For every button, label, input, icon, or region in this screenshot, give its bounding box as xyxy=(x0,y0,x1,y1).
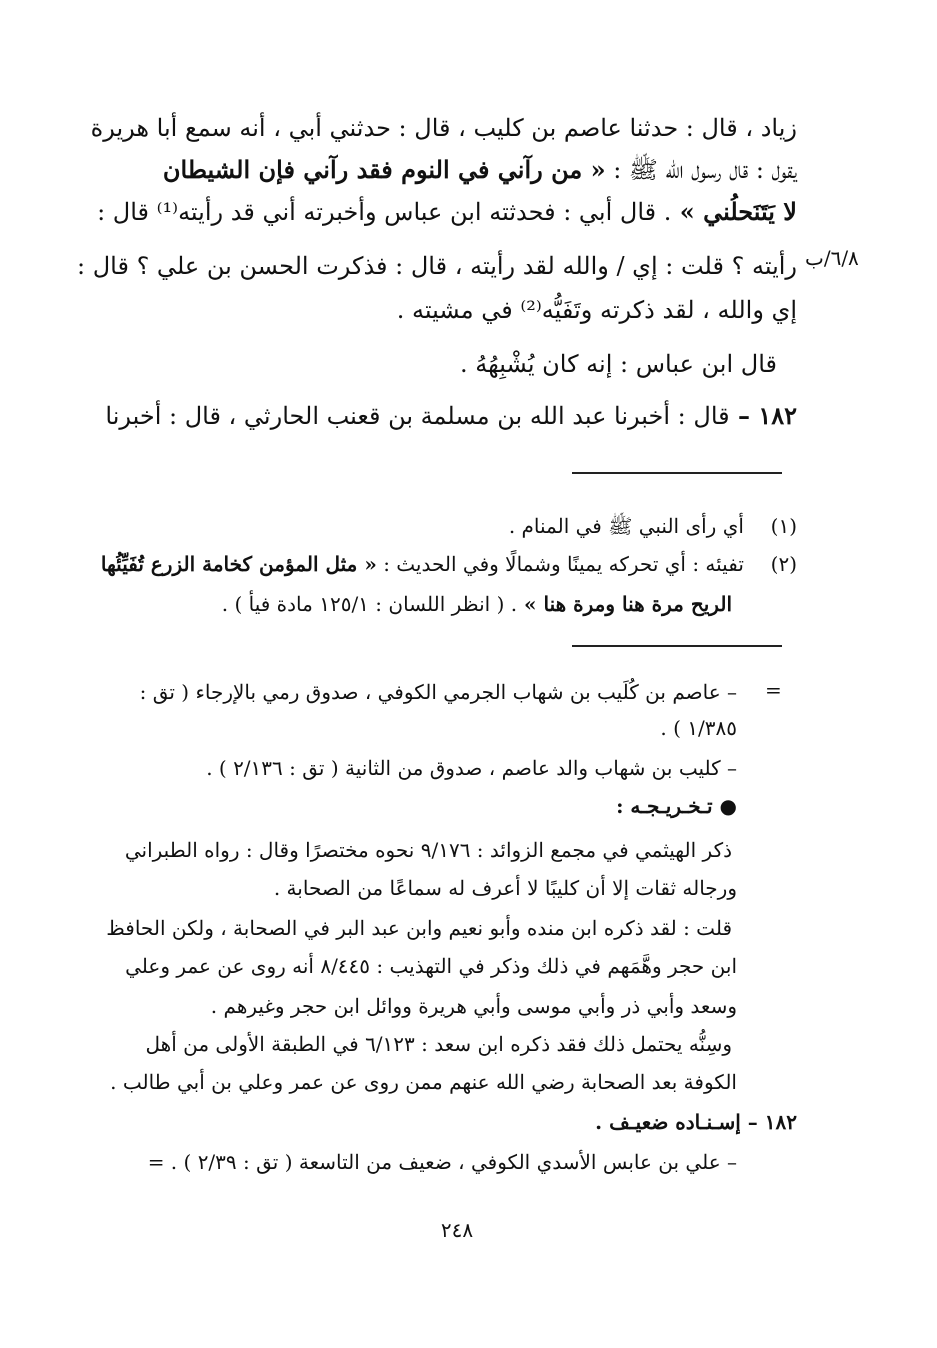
page-number: ٢٤٨ xyxy=(440,1218,474,1242)
main-line-7-plain: قال : أخبرنا عبد الله بن مسلمة بن قعنب الحارثي ، قال : أخبرنا xyxy=(105,402,730,430)
main-line-3 xyxy=(97,192,797,232)
main-line-2 xyxy=(117,150,797,190)
margin-folio-note: ٦/٨/ب xyxy=(805,246,859,270)
commentary-line-7: قلت : لقد ذكره ابن منده وأبو نعيم وابن عبد البر في الصحابة ، ولكن الحافظ xyxy=(106,916,732,940)
hadith-number: ١٨٢ – xyxy=(729,401,797,430)
commentary-line-11: الكوفة بعد الصحابة رضي الله عنهم ممن روى عن عمر وعلي بن أبي طالب . xyxy=(110,1070,737,1094)
commentary-line-13: – علي بن عابس الأسدي الكوفي ، ضعيف من التاسعة ( تق : ٢/٣٩ ) . = xyxy=(147,1150,737,1174)
takhrij-heading: ● تـخـريـجـه : xyxy=(616,794,737,818)
footnote-2-text-a: تفيئه : أي تحركه يمينًا وشمالًا وفي الحديث : xyxy=(376,552,744,576)
footnote-2-hadith-end: الريح مرة هنا ومرة هنا » xyxy=(517,592,732,616)
commentary-line-2: ١/٣٨٥ ) . xyxy=(660,716,737,740)
commentary-line-10: وسِنُّه يحتمل ذلك فقد ذكره ابن سعد : ٦/١٢٣ في الطبقة الأولى من أهل xyxy=(145,1032,732,1056)
footnote-2 xyxy=(100,548,797,580)
hadith-text-end: لا يَتَنَحلُني » xyxy=(671,197,797,226)
main-line-7 xyxy=(105,396,797,436)
main-line-6: قال ابن عباس : إنه كان يُشْبِهُهُ . xyxy=(460,350,777,378)
commentary-line-3: – كليب بن شهاب والد عاصم ، صدوق من الثانية ( تق : ٢/١٣٦ ) . xyxy=(206,756,737,780)
commentary-separator xyxy=(572,645,782,647)
footnote-separator xyxy=(572,472,782,474)
main-line-2-plain: يقول : قال رسول الله ﷺ : xyxy=(605,156,797,184)
commentary-line-9: وسعد وأبي ذر وأبي موسى وأبي هريرة ووائل ابن حجر وغيرهم . xyxy=(210,994,737,1018)
footnote-1-text: أي رأى النبي ﷺ في المنام . xyxy=(508,514,744,538)
commentary-line-1: – عاصم بن كُلَيب بن شهاب الجرمي الكوفي ، صدوق رمي بالإرجاء ( تق : xyxy=(139,680,737,704)
footnote-2-text-d: . ( انظر اللسان : ١٢٥/١ مادة فيأ ) . xyxy=(221,592,518,616)
main-line-1: زياد ، قال : حدثنا عاصم بن كليب ، قال : حدثني أبي ، أنه سمع أبا هريرة xyxy=(90,114,797,142)
isnad-heading: ١٨٢ – إسـنـاده ضعيـف . xyxy=(595,1110,797,1134)
hadith-text: « من رآني في النوم فقد رآني فإن الشيطان xyxy=(162,155,606,184)
footnote-2-cont xyxy=(112,588,732,620)
commentary-line-8: ابن حجر وهَّمَهم في ذلك وذكر في التهذيب : ٨/٤٤٥ أنه روى عن عمر وعلي xyxy=(125,954,737,978)
footnote-2-marker: (٢) xyxy=(770,552,797,576)
main-line-4: رأيته ؟ قلت : إي / والله لقد رأيته ، قال : فذكرت الحسن بن علي ؟ قال : xyxy=(77,252,797,280)
continuation-mark: = xyxy=(765,678,782,702)
commentary-line-6: ورجاله ثقات إلا أن كليبًا لا أعرف له سماعًا من الصحابة . xyxy=(273,876,737,900)
main-line-5: إي والله ، لقد ذكرته وتَفَيُّه⁽²⁾ في مشيته . xyxy=(396,296,797,324)
commentary-line-5: ذكر الهيثمي في مجمع الزوائد : ٩/١٧٦ نحوه مختصرًا وقال : رواه الطبراني xyxy=(124,838,732,862)
footnote-1 xyxy=(117,510,797,542)
main-line-3-plain: . قال أبي : فحدثته ابن عباس وأخبرته أني قد رأيته⁽¹⁾ قال : xyxy=(97,198,672,226)
footnote-2-hadith: « مثل المؤمن كخامة الزرع تُفَيِّئُها xyxy=(100,552,377,576)
footnote-1-marker: (١) xyxy=(770,514,797,538)
